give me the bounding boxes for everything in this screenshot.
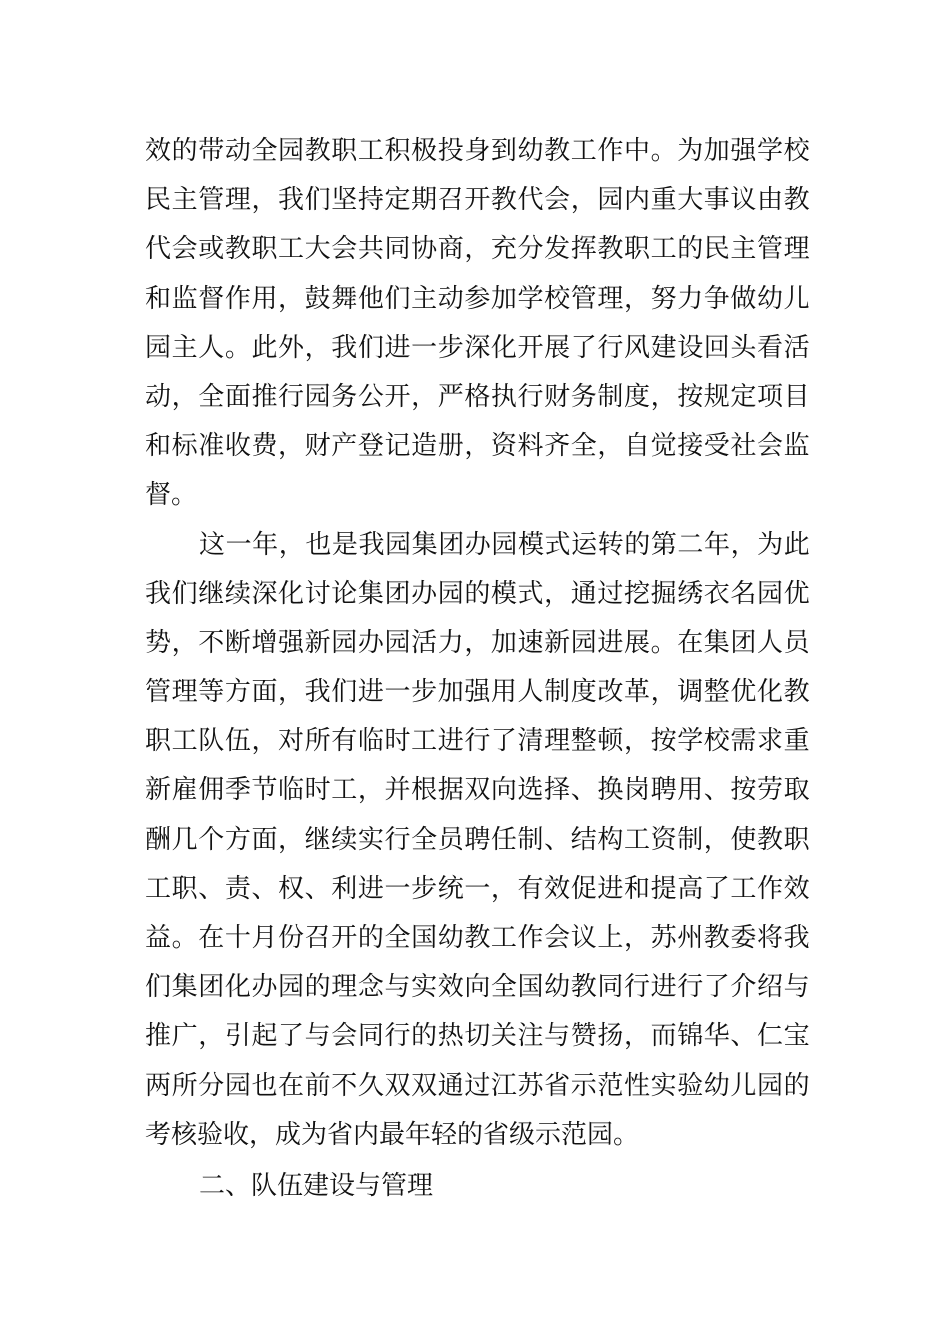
text-line: 效 的 带 动 全 园 教 职 工 积 极 投 身 到 幼 教 工 作 中 。 为 加 强 学 校 — [145, 136, 810, 166]
text-line: 新 雇 佣 季 节 临 时 工 ， 并 根 据 双 向 选 择 、 换 岗 聘 用 、 按 劳 取 — [145, 775, 810, 806]
text-line: 势 ， 不 断 增 强 新 园 办 园 活 力 ， 加 速 新 园 进 展 。 在 集 团 人 员 — [145, 627, 810, 658]
text-line: 和 标 准 收 费 ， 财 产 登 记 造 册 ， 资 料 齐 全 ， 自 觉 接 受 社 会 监 — [145, 431, 810, 462]
body-text — [145, 127, 810, 1211]
text-line: 管 理 等 方 面 ， 我 们 进 一 步 加 强 用 人 制 度 改 革 ， 调 整 优 化 教 — [145, 677, 810, 708]
text-line: 动 ， 全 面 推 行 园 务 公 开 ， 严 格 执 行 财 务 制 度 ， 按 规 定 项 目 — [145, 381, 810, 412]
text-line: 职 工 队 伍 ， 对 所 有 临 时 工 进 行 了 清 理 整 顿 ， 按 学 校 需 求 重 — [145, 726, 810, 757]
text-line: 两 所 分 园 也 在 前 不 久 双 双 通 过 江 苏 省 示 范 性 实 验 幼 儿 园 的 — [145, 1070, 810, 1101]
text-line: 民 主 管 理 ， 我 们 坚 持 定 期 召 开 教 代 会 ， 园 内 重 大 事 议 由 教 — [145, 185, 810, 216]
text-line: 们 集 团 化 办 园 的 理 念 与 实 效 向 全 国 幼 教 同 行 进 行 了 介 绍 与 — [145, 972, 810, 1003]
text-line: 督。 — [145, 480, 198, 511]
text-line: 代 会 或 教 职 工 大 会 共 同 协 商 ， 充 分 发 挥 教 职 工 的 民 主 管 理 — [145, 234, 810, 265]
text-line: 和 监 督 作 用 ， 鼓 舞 他 们 主 动 参 加 学 校 管 理 ， 努 力 争 做 幼 儿 — [145, 283, 810, 314]
text-line: 考核验收，成为省内最年轻的省级示范园。 — [145, 1119, 640, 1150]
paragraph-2 — [145, 521, 810, 1160]
text-line: 这 一 年 ， 也 是 我 园 集 团 办 园 模 式 运 转 的 第 二 年 ， 为 此 — [199, 529, 810, 560]
section-heading: 二、队伍建设与管理 — [199, 1170, 434, 1201]
text-line: 工 职 、 责 、 权 、 利 进 一 步 统 一 ， 有 效 促 进 和 提 高 了 工 作 效 — [145, 873, 810, 904]
text-line: 益 。 在 十 月 份 召 开 的 全 国 幼 教 工 作 会 议 上 ， 苏 州 教 委 将 我 — [145, 923, 810, 953]
text-line: 园 主 人 。 此 外 ， 我 们 进 一 步 深 化 开 展 了 行 风 建 设 回 头 看 活 — [145, 332, 810, 363]
text-line: 酬 几 个 方 面 ， 继 续 实 行 全 员 聘 任 制 、 结 构 工 资 制 ， 使 教 职 — [145, 824, 810, 855]
paragraph-1 — [145, 127, 810, 521]
text-line: 推 广 ， 引 起 了 与 会 同 行 的 热 切 关 注 与 赞 扬 ， 而 锦 华 、 仁 宝 — [145, 1021, 810, 1052]
text-line: 我 们 继 续 深 化 讨 论 集 团 办 园 的 模 式 ， 通 过 挖 掘 绣 衣 名 园 优 — [145, 578, 810, 609]
